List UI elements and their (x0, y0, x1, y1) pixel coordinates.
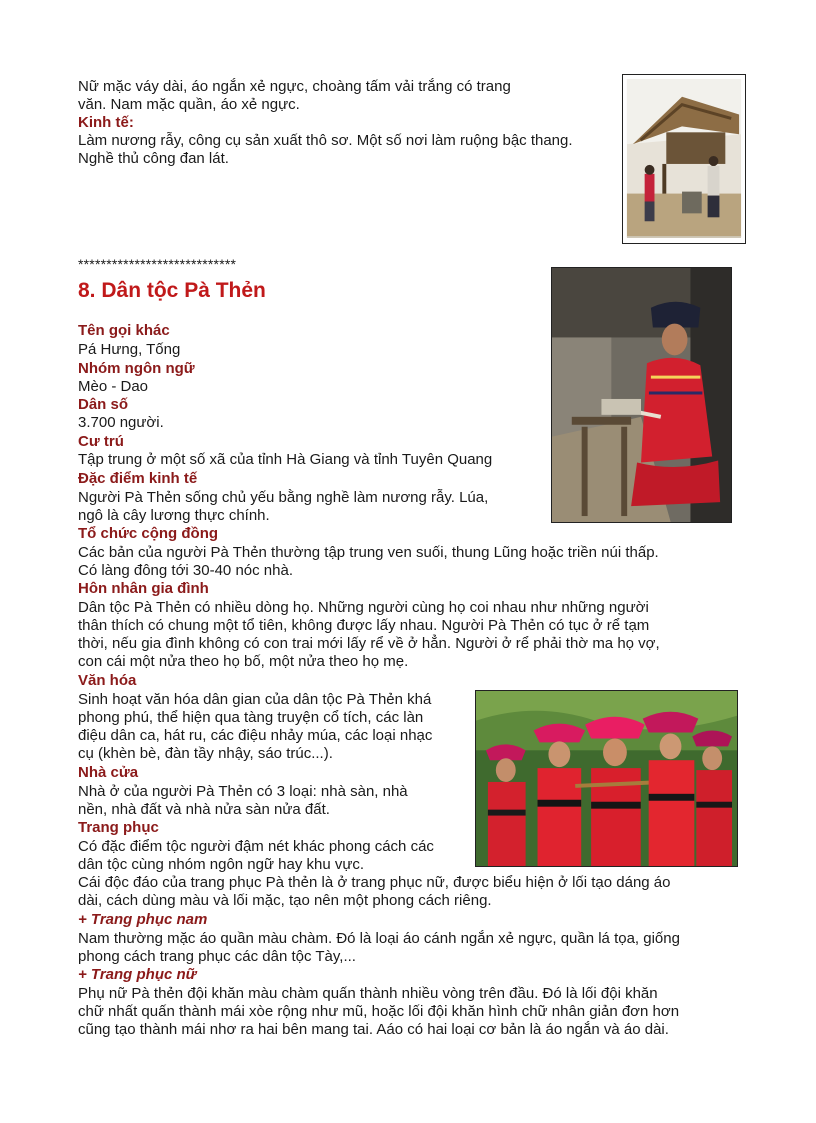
women-group-photo (475, 690, 738, 867)
section-title: 8. Dân tộc Pà Thẻn (78, 279, 266, 302)
costume-more-1: Cái độc đáo của trang phục Pà thẻn là ở trang phục nữ, được biểu hiện ở lối tạo dáng áo (78, 874, 671, 891)
other-names-heading: Tên gọi khác (78, 322, 170, 339)
population-value: 3.700 người. (78, 414, 164, 431)
house-line-1: Nhà ở của người Pà Thẻn có 3 loại: nhà sàn, nhà (78, 783, 408, 800)
costume-more-2: dài, cách dùng màu và lối mặc, tạo nên một phong cách riêng. (78, 892, 492, 909)
marriage-line-3: thời, nếu gia đình không có con trai mới lấy rể về ở hẳn. Người ở rể phải thờ ma họ vợ, (78, 635, 660, 652)
female-costume-line-1: Phụ nữ Pà thẻn đội khăn màu chàm quấn thành nhiều vòng trên đầu. Đó là lối đội khăn (78, 985, 658, 1002)
house-heading: Nhà cửa (78, 764, 139, 781)
costume-heading: Trang phục (78, 819, 159, 836)
economy-line-2: Nghề thủ công đan lát. (78, 150, 229, 167)
male-costume-heading: + Trang phục nam (78, 911, 208, 928)
economy-detail-2: ngô là cây lương thực chính. (78, 507, 270, 524)
marriage-line-4: con cái một nửa theo họ bố, một nửa theo họ mẹ. (78, 653, 409, 670)
residence-heading: Cư trú (78, 433, 124, 450)
economy-detail-1: Người Pà Thẻn sống chủ yếu bằng nghề làm nương rẫy. Lúa, (78, 489, 489, 506)
female-costume-heading: + Trang phục nữ (78, 966, 197, 983)
male-costume-line-2: phong cách trang phục các dân tộc Tày,... (78, 948, 356, 965)
top-line-2: văn. Nam mặc quần, áo xẻ ngực. (78, 96, 300, 113)
community-heading: Tổ chức cộng đồng (78, 525, 219, 542)
culture-line-2: phong phú, thể hiện qua tàng truyện cổ tích, các làn (78, 709, 424, 726)
costume-line-2: dân tộc cùng nhóm ngôn ngữ hay khu vực. (78, 856, 365, 873)
economy-line-1: Làm nương rẫy, công cụ sản xuất thô sơ. Một số nơi làm ruộng bậc thang. (78, 132, 573, 149)
language-value: Mèo - Dao (78, 378, 149, 395)
community-line-2: Có làng đông tới 30-40 nóc nhà. (78, 562, 293, 579)
economy-heading: Đặc điểm kinh tế (78, 470, 198, 487)
house-line-2: nền, nhà đất và nhà nửa sàn nửa đất. (78, 801, 330, 818)
marriage-line-2: thân thích có chung một tổ tiên, không được lấy nhau. Người Pà Thẻn có tục ở rể tạm (78, 617, 650, 634)
culture-line-4: cụ (khèn bè, đàn tầy nhậy, sáo trúc...). (78, 745, 333, 762)
other-names-value: Pá Hưng, Tống (78, 341, 181, 358)
marriage-heading: Hôn nhân gia đình (78, 580, 209, 597)
costume-line-1: Có đặc điểm tộc người đậm nét khác phong cách các (78, 838, 434, 855)
economy-heading-top: Kinh tế: (78, 114, 134, 131)
stilt-house-photo (622, 74, 746, 244)
male-costume-line-1: Nam thường mặc áo quần màu chàm. Đó là loại áo cánh ngắn xẻ ngực, quần lá tọa, giống (78, 930, 680, 947)
top-line-1: Nữ mặc váy dài, áo ngắn xẻ ngực, choàng tấm vải trắng có trang (78, 78, 511, 95)
community-line-1: Các bản của người Pà Thẻn thường tập trung ven suối, thung Lũng hoặc triền núi thấp. (78, 544, 659, 561)
female-costume-line-3: cũng tạo thành mái nhơ ra hai bên mang tai. Aáo có hai loại cơ bản là áo ngắn và áo dài. (78, 1021, 669, 1038)
female-costume-line-2: chữ nhất quấn thành mái xòe rộng như mũ, hoặc lối đội khăn hình chữ nhân giản đơn hơn (78, 1003, 680, 1020)
culture-line-1: Sinh hoạt văn hóa dân gian của dân tộc Pà Thẻn khá (78, 691, 432, 708)
population-heading: Dân số (78, 396, 129, 413)
language-heading: Nhóm ngôn ngữ (78, 360, 195, 377)
culture-line-3: điệu dân ca, hát ru, các điệu nhảy múa, các loại nhạc (78, 727, 433, 744)
weaver-photo (551, 267, 732, 523)
section-separator: **************************** (78, 256, 237, 272)
culture-heading: Văn hóa (78, 672, 137, 689)
residence-value: Tập trung ở một số xã của tỉnh Hà Giang và tỉnh Tuyên Quang (78, 451, 493, 468)
marriage-line-1: Dân tộc Pà Thẻn có nhiều dòng họ. Những người cùng họ coi nhau như những người (78, 599, 649, 616)
